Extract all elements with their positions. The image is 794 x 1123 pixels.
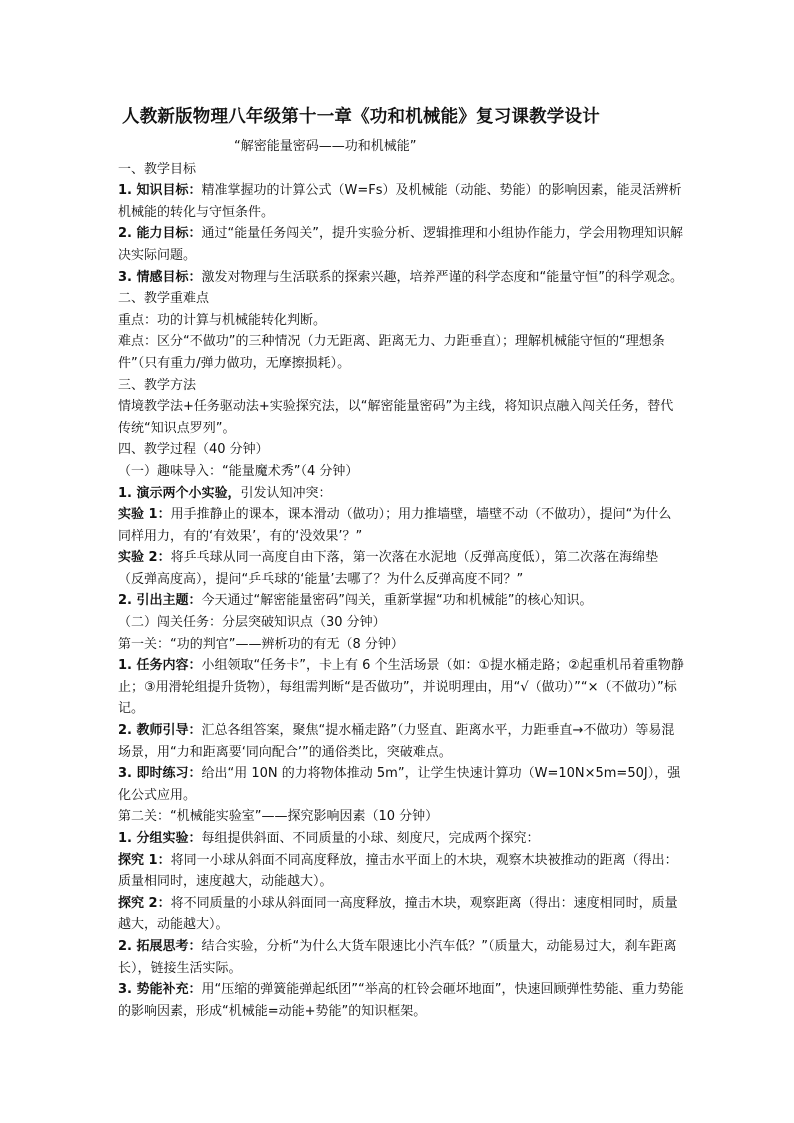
item-label: 探究 2：: [118, 895, 171, 911]
paragraph: [118, 979, 684, 1022]
item-text: 通过“能量任务闯关”，提升实验分析、逻辑推理和小组协作能力，学会用物理知识解决实际问题。: [118, 226, 683, 263]
section-heading-objectives: 一、教学目标: [118, 161, 197, 177]
item-text: 精准掌握功的计算公式（W=Fs）及机械能（动能、势能）的影响因素，能灵活辨析机械能的转化与守恒条件。: [118, 183, 682, 220]
item-text: 小组领取“任务卡”，卡上有 6 个生活场景（如：①提水桶走路；②起重机吊着重物静止；③用滑轮组提升货物），每组需判断“是否做功”，并说明理由，用“√（做功）”“×（不做功）”标记。: [118, 658, 684, 717]
paragraph: 难点：区分“不做功”的三种情况（力无距离、距离无力、力距垂直）；理解机械能守恒的“理想条件”（只有重力/弹力做功，无摩擦损耗）。: [118, 334, 665, 371]
item-label: 实验 1：: [118, 507, 171, 523]
document-page: [118, 104, 684, 1022]
item-text: 引发认知冲突：: [240, 485, 332, 501]
document-subtitle: “解密能量密码——功和机械能”: [234, 139, 417, 154]
paragraph: [118, 223, 684, 266]
item-label: 3. 势能补充：: [118, 982, 202, 998]
item-text: 给出“用 10N 的力将物体推动 5m”，让学生快速计算功（W=10N×5m=50J），强化公式应用。: [118, 766, 681, 803]
paragraph: [118, 180, 684, 223]
item-label: 2. 教师引导：: [118, 723, 202, 739]
paragraph: [118, 655, 684, 720]
item-label: 实验 2：: [118, 550, 171, 566]
item-label: 2. 能力目标：: [118, 226, 202, 242]
paragraph: [118, 763, 684, 806]
paragraph: 重点：功的计算与机械能转化判断。: [118, 312, 327, 328]
item-text: 结合实验，分析“为什么大货车限速比小汽车低？”（质量大，动能易过大，刹车距离长），链接生活实际。: [118, 938, 677, 976]
item-label: 2. 拓展思考：: [118, 938, 202, 954]
subsection-heading: （二）闯关任务：分层突破知识点（30 分钟）: [118, 615, 386, 631]
level-heading: 第二关：“机械能实验室”——探究影响因素（10 分钟）: [118, 809, 439, 825]
item-text: 每组提供斜面、不同质量的小球、刻度尺，完成两个探究：: [201, 831, 540, 846]
paragraph: [118, 483, 684, 505]
item-text: 用手推静止的课本，课本滑动（做功）；用力推墙壁，墙壁不动（不做功），提问“为什么同样用力，有的‘有效果’，有的‘没效果’？”: [118, 507, 672, 544]
paragraph: [118, 504, 684, 547]
section-heading-methods: 三、教学方法: [118, 377, 197, 393]
item-label: 1. 分组实验：: [118, 831, 202, 846]
item-text: 将同一小球从斜面不同高度释放，撞击水平面上的木块，观察木块被推动的距离（得出：质量相同时，速度越大，动能越大）。: [118, 852, 678, 890]
level-heading: 第一关：“功的判官”——辨析功的有无（8 分钟）: [118, 636, 404, 652]
section-heading-process: 四、教学过程（40 分钟）: [118, 442, 269, 458]
section-heading-key-points: 二、教学重难点: [118, 291, 210, 307]
item-text: 今天通过“解密能量密码”闯关，重新掌握“功和机械能”的核心知识。: [201, 593, 593, 609]
subsection-heading: （一）趣味导入：“能量魔术秀”（4 分钟）: [118, 463, 359, 479]
item-text: 将不同质量的小球从斜面同一高度释放，撞击木块，观察距离（得出：速度相同时，质量越大，动能越大）。: [118, 895, 678, 933]
paragraph: [118, 547, 684, 590]
item-text: 激发对物理与生活联系的探索兴趣，培养严谨的科学态度和“能量守恒”的科学观念。: [201, 269, 683, 285]
paragraph: [118, 267, 684, 289]
paragraph: [118, 936, 684, 979]
paragraph: [118, 893, 684, 936]
paragraph: [118, 828, 684, 850]
paragraph: 情境教学法+任务驱动法+实验探究法，以“解密能量密码”为主线，将知识点融入闯关任务，替代传统“知识点罗列”。: [118, 399, 674, 436]
item-label: 1. 知识目标：: [118, 183, 202, 199]
paragraph: [118, 590, 684, 612]
document-title: 人教新版物理八年级第十一章《功和机械能》复习课教学设计: [122, 107, 600, 127]
item-label: 探究 1：: [118, 852, 171, 868]
item-label: 1. 演示两个小实验，: [118, 485, 241, 501]
item-text: 将乒乓球从同一高度自由下落，第一次落在水泥地（反弹高度低），第二次落在海绵垫（反弹高度高），提问“乒乓球的‘能量’去哪了？为什么反弹高度不同？”: [118, 550, 659, 587]
item-label: 3. 情感目标：: [118, 269, 202, 285]
item-text: 汇总各组答案，聚焦“提水桶走路”（力竖直、距离水平，力距垂直→不做功）等易混场景，用“力和距离要‘同向配合’”的通俗类比，突破难点。: [118, 723, 675, 760]
paragraph: [118, 850, 684, 893]
item-text: 用“压缩的弹簧能弹起纸团”“举高的杠铃会砸坏地面”，快速回顾弹性势能、重力势能的影响因素，形成“机械能=动能+势能”的知识框架。: [118, 982, 684, 1019]
item-label: 3. 即时练习：: [118, 766, 202, 782]
item-label: 1. 任务内容：: [118, 658, 202, 674]
item-label: 2. 引出主题：: [118, 593, 202, 609]
paragraph: [118, 720, 684, 763]
